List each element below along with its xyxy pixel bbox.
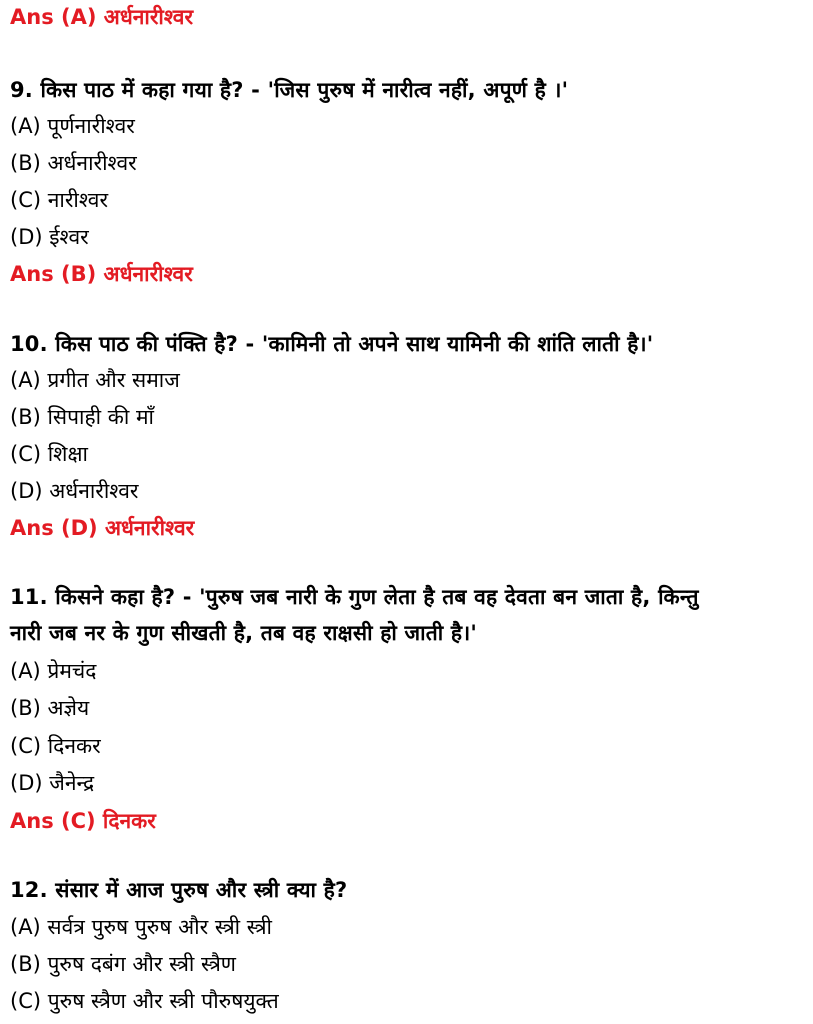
answer-11: Ans (C) दिनकर	[10, 809, 156, 833]
option-9-a: (A) पूर्णनारीश्वर	[10, 114, 135, 138]
option-9-b: (B) अर्धनारीश्वर	[10, 151, 137, 175]
option-10-a: (A) प्रगीत और समाज	[10, 368, 180, 392]
option-9-d: (D) ईश्वर	[10, 225, 89, 249]
question-10: 10. किस पाठ की पंक्ति है? - 'कामिनी तो अपने साथ यामिनी की शांति लाती है।'	[10, 332, 654, 356]
question-9: 9. किस पाठ में कहा गया है? - 'जिस पुरुष में नारीत्व नहीं, अपूर्ण है ।'	[10, 78, 569, 102]
option-11-b: (B) अज्ञेय	[10, 696, 90, 720]
option-10-d: (D) अर्धनारीश्वर	[10, 479, 139, 503]
answer-line: Ans (A) अर्धनारीश्वर	[10, 5, 194, 29]
option-11-c: (C) दिनकर	[10, 734, 101, 758]
option-9-c: (C) नारीश्वर	[10, 188, 109, 212]
answer-10: Ans (D) अर्धनारीश्वर	[10, 516, 195, 540]
question-11-line-1: 11. किसने कहा है? - 'पुरुष जब नारी के गुण लेता है तब वह देवता बन जाता है, किन्तु	[10, 585, 699, 609]
question-12: 12. संसार में आज पुरुष और स्त्री क्या है?	[10, 878, 348, 902]
option-12-a: (A) सर्वत्र पुरुष पुरुष और स्त्री स्त्री	[10, 915, 272, 939]
option-11-d: (D) जैनेन्द्र	[10, 771, 95, 795]
option-10-c: (C) शिक्षा	[10, 442, 88, 466]
option-11-a: (A) प्रेमचंद	[10, 659, 97, 683]
option-12-c: (C) पुरुष स्त्रैण और स्त्री पौरुषयुक्त	[10, 989, 279, 1013]
option-12-b: (B) पुरुष दबंग और स्त्री स्त्रैण	[10, 952, 236, 976]
answer-9: Ans (B) अर्धनारीश्वर	[10, 262, 193, 286]
option-10-b: (B) सिपाही की माँ	[10, 405, 154, 429]
question-11-line-2: नारी जब नर के गुण सीखती है, तब वह राक्षसी हो जाती है।'	[10, 621, 478, 645]
